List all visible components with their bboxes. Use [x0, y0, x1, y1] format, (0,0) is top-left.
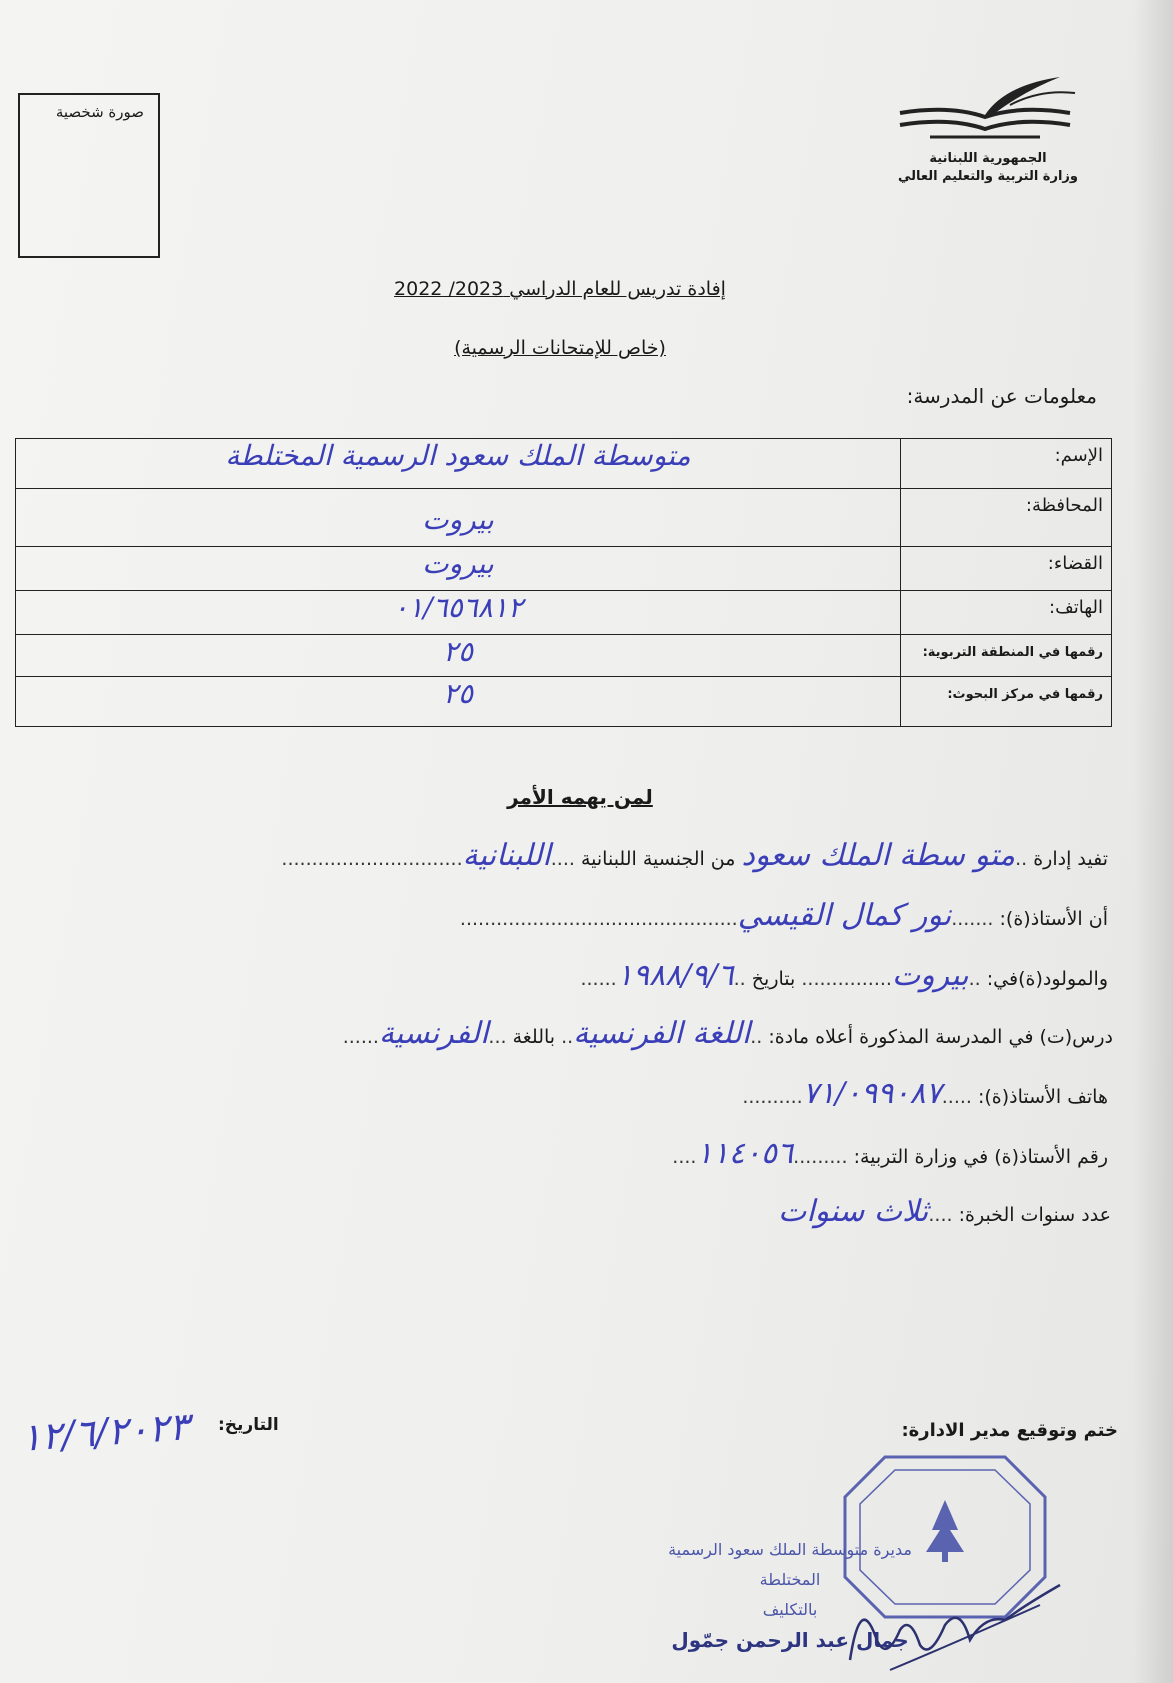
- line6-handwriting: ١١٤٠٥٦: [696, 1136, 794, 1171]
- region-number-value: ٢٥: [16, 635, 901, 677]
- name-value: متوسطة الملك سعود الرسمية المختلطة: [16, 439, 901, 489]
- phone-value: ٠١/٦٥٦٨١٢: [16, 591, 901, 635]
- region-number-label: رقمها في المنطقة التربوية:: [901, 635, 1112, 677]
- line5-handwriting: ٧١/٠٩٩٠٨٧: [802, 1076, 942, 1111]
- line6-text: رقم الأستاذ(ة) في وزارة التربية:: [853, 1146, 1108, 1168]
- ministry-logo: [890, 75, 1080, 150]
- line5-text: هاتف الأستاذ(ة):: [977, 1086, 1108, 1108]
- school-info-table: [15, 438, 1112, 727]
- signature: [830, 1575, 1070, 1675]
- table-row: [16, 489, 1112, 547]
- phone-label: الهاتف:: [901, 591, 1112, 635]
- form-line-school: تفيد إدارة ..متو سطة الملك سعود من الجنسية اللبنانية ....اللبنانية..............................: [281, 838, 1108, 873]
- stamp-name: جمال عبد الرحمن جمّول: [671, 1628, 909, 1652]
- ministry-label: وزارة التربية والتعليم العالي: [897, 169, 1078, 184]
- research-number-value: ٢٥: [16, 677, 901, 727]
- stamp-signature-label: ختم وتوقيع مدير الادارة:: [901, 1420, 1118, 1441]
- table-row: [16, 439, 1112, 489]
- form-line-ministry-number: رقم الأستاذ(ة) في وزارة التربية: .........١١٤٠٥٦....: [672, 1136, 1108, 1171]
- district-value: بيروت: [16, 547, 901, 591]
- stamp-assignment: بالتكليف: [762, 1600, 818, 1619]
- line4-handwriting-b: الفرنسية: [378, 1016, 489, 1051]
- governorate-label: المحافظة:: [901, 489, 1112, 547]
- line4-text: درس(ت) في المدرسة المذكورة أعلاه مادة:: [768, 1026, 1113, 1048]
- photo-box: [18, 93, 160, 258]
- research-number-label: رقمها في مركز البحوث:: [901, 677, 1112, 727]
- page-shadow: [1133, 0, 1173, 1683]
- governorate-value: بيروت: [16, 489, 901, 547]
- line1-text-b: من الجنسية اللبنانية: [580, 848, 736, 870]
- ministry-name: [898, 150, 1078, 186]
- date-handwriting: ١٢/٦/٢٠٢٣: [19, 1404, 191, 1460]
- form-line-birth: والمولود(ة)في: ..بيروت............... بتاريخ ..١٩٨٨/٩/٦......: [580, 958, 1108, 993]
- school-info-heading: معلومات عن المدرسة:: [906, 384, 1097, 408]
- line1-handwriting-b: اللبنانية: [462, 838, 551, 873]
- line3-handwriting-b: ١٩٨٨/٩/٦: [616, 958, 734, 993]
- table-row: [16, 635, 1112, 677]
- line7-text: عدد سنوات الخبرة:: [958, 1204, 1111, 1226]
- table-row: [16, 677, 1112, 727]
- to-whom-heading: لمن يهمه الأمر: [507, 785, 653, 809]
- document-title: إفادة تدريس للعام الدراسي 2023/ 2022: [394, 278, 726, 300]
- line4-text-b: باللغة: [512, 1026, 556, 1048]
- form-line-teacher-phone: هاتف الأستاذ(ة): .....٧١/٠٩٩٠٨٧..........: [742, 1076, 1108, 1111]
- form-line-subject: درس(ت) في المدرسة المذكورة أعلاه مادة: ..اللغة الفرنسية.. باللغة ...الفرنسية......: [342, 1016, 1113, 1051]
- line1-handwriting: متو سطة الملك سعود: [741, 838, 1016, 873]
- district-label: القضاء:: [901, 547, 1112, 591]
- line3-text: والمولود(ة)في:: [986, 968, 1108, 990]
- form-line-experience: عدد سنوات الخبرة: ....ثلاث سنوات: [778, 1194, 1111, 1229]
- date-label: التاريخ:: [218, 1415, 279, 1435]
- line4-handwriting: اللغة الفرنسية: [573, 1016, 751, 1051]
- line3-text-b: بتاريخ: [751, 968, 796, 990]
- stamp-org: مديرة متوسطة الملك سعود الرسمية المختلطة: [668, 1540, 912, 1589]
- line7-handwriting: ثلاث سنوات: [778, 1194, 929, 1229]
- name-label: الإسم:: [901, 439, 1112, 489]
- line2-handwriting: نور كمال القيسي: [737, 898, 952, 933]
- line3-handwriting: بيروت: [891, 958, 969, 993]
- table-row: [16, 591, 1112, 635]
- photo-label: صورة شخصية: [55, 103, 144, 121]
- table-row: [16, 547, 1112, 591]
- line1-text: تفيد إدارة: [1033, 848, 1108, 870]
- republic-label: الجمهورية اللبنانية: [929, 151, 1047, 166]
- line2-text: أن الأستاذ(ة):: [999, 908, 1108, 930]
- document-subtitle: (خاص للإمتحانات الرسمية): [454, 337, 666, 359]
- form-line-teacher: أن الأستاذ(ة): .......نور كمال القيسي..............................................: [459, 898, 1108, 933]
